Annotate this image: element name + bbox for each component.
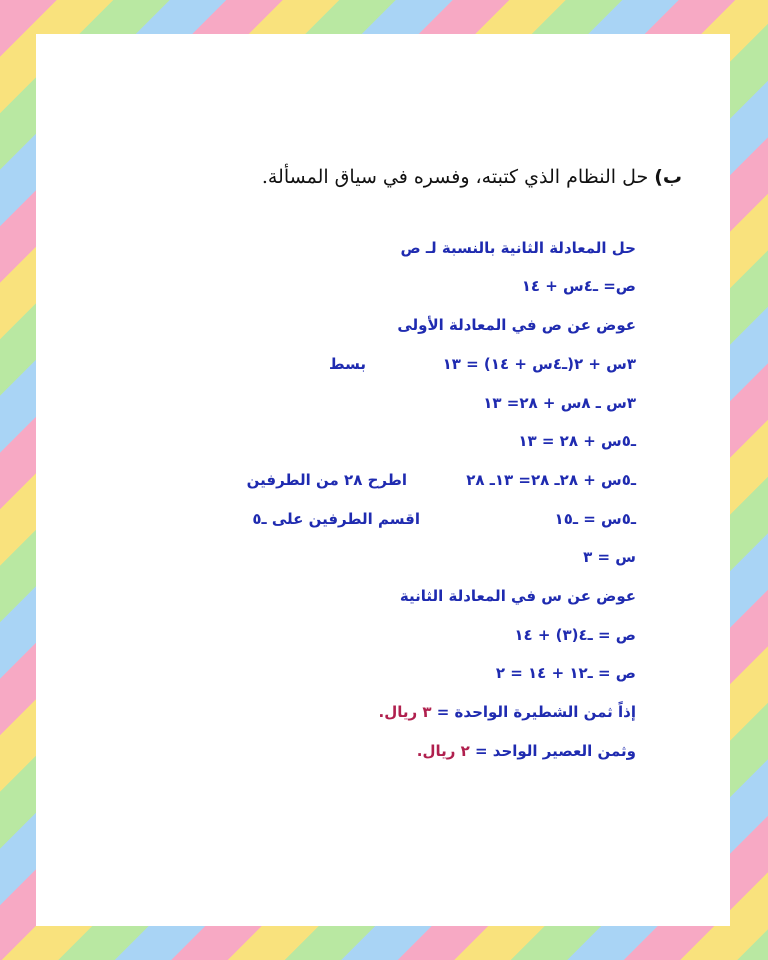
conclusion-text: وثمن العصير الواحد =: [474, 742, 636, 760]
step-line: ـ٥س + ٢٨ـ ٢٨= ١٣ـ ٢٨: [466, 471, 636, 489]
step-line: ص = ـ١٢ + ١٤ = ٢: [495, 664, 636, 682]
step-line: ص= ـ٤س + ١٤: [521, 277, 636, 295]
step-note: اقسم الطرفين على ـ٥: [252, 510, 420, 528]
conclusion-price: ٣ ريال.: [378, 703, 432, 721]
worksheet-card: [36, 34, 730, 926]
step-note: اطرح ٢٨ من الطرفين: [246, 471, 407, 489]
step-note: بسط: [329, 355, 366, 373]
question-text: حل النظام الذي كتبته، وفسره في سياق المسألة.: [261, 166, 649, 188]
step-line: عوض عن س في المعادلة الثانية: [399, 587, 636, 605]
conclusion-price: ٢ ريال.: [416, 742, 470, 760]
conclusion-sandwich: [379, 697, 636, 727]
conclusion-text: إذاً ثمن الشطيرة الواحدة =: [436, 703, 636, 721]
step-line: ٣س + ٢(ـ٤س + ١٤) = ١٣: [442, 355, 636, 373]
step-line: حل المعادلة الثانية بالنسبة لـ ص: [400, 239, 636, 257]
question-heading: [262, 166, 682, 188]
step-line: عوض عن ص في المعادلة الأولى: [397, 316, 636, 334]
conclusion-juice: [417, 736, 636, 766]
step-line: ص = ـ٤(٣) + ١٤: [514, 626, 636, 644]
step-line: ـ٥س = ـ١٥: [554, 510, 636, 528]
step-line: ـ٥س + ٢٨ = ١٣: [518, 432, 636, 450]
step-line: ٣س ـ ٨س + ٢٨= ١٣: [483, 394, 636, 412]
step-line: س = ٣: [583, 548, 636, 566]
question-marker: ب): [654, 166, 682, 188]
